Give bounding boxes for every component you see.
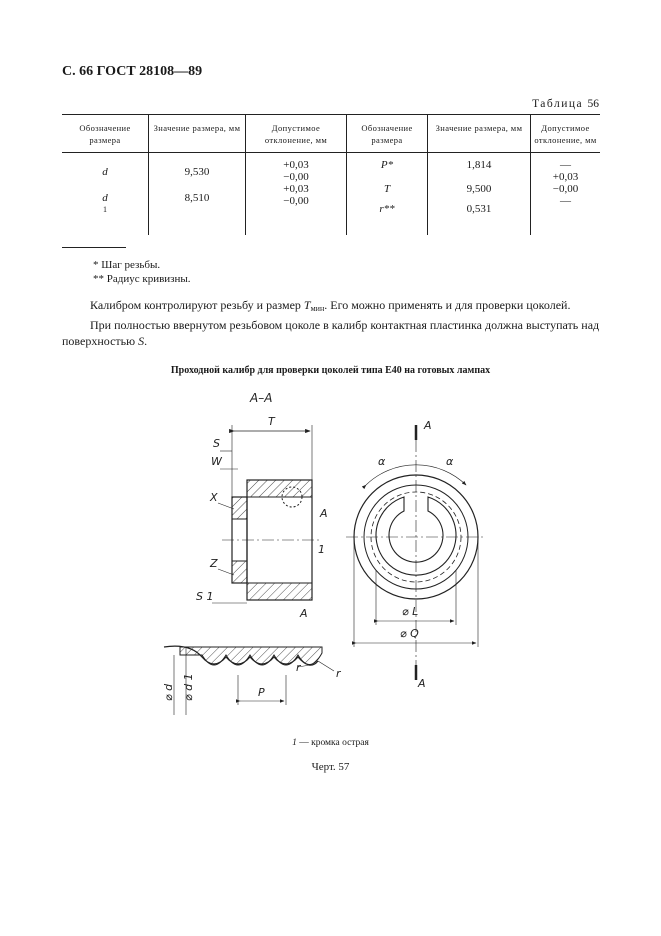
- tolerance-cell-right: [531, 153, 601, 236]
- col-header-designation-1: Обозначение размера: [62, 115, 149, 153]
- tolerance-dash: —: [560, 195, 571, 207]
- dim-d-label: ⌀ d: [162, 683, 175, 701]
- dim-z-label: Z: [210, 557, 218, 570]
- figure-note: 1 — кромка острая: [292, 738, 369, 748]
- thread-profile: [162, 646, 342, 715]
- symbol-p: P*: [380, 159, 394, 171]
- value-cell-left: [149, 153, 246, 236]
- col-header-designation-2: Обозначение размера: [347, 115, 428, 153]
- dim-t-label: T: [268, 415, 275, 428]
- dim-x-label: X: [210, 491, 218, 504]
- footnotes: [93, 258, 191, 286]
- paragraph: Калибром контролируют резьбу и размер $T_{мин}$. Его можно применять и для проверки цоколей.: [90, 298, 571, 313]
- tolerance-dash: —: [560, 159, 571, 171]
- body-text: [62, 297, 602, 349]
- col-header-tolerance-1: Допустимое отклонение, мм: [246, 115, 347, 153]
- symbol-t: T: [383, 183, 391, 195]
- dim-l-label: ⌀ L: [402, 605, 419, 618]
- table-row: [62, 153, 600, 236]
- dim-w-label: W: [211, 455, 222, 468]
- footnote-pitch: * Шаг резьбы.: [93, 259, 161, 271]
- angle-alpha-right: α: [446, 455, 454, 468]
- section-a-label-bottom: A: [300, 607, 308, 620]
- value-d1: 8,510: [184, 192, 210, 204]
- dim-p-label: P: [258, 686, 265, 699]
- section-view: [196, 415, 328, 620]
- section-label: А–А: [250, 391, 273, 405]
- sharp-edge-label: 1: [318, 543, 325, 556]
- footnote-divider: [62, 247, 126, 248]
- value-t: 9,500: [466, 183, 492, 195]
- figure-title: Проходной калибр для проверки цоколей типа Е40 на готовых лампах: [170, 365, 491, 376]
- table-caption-word: Таблица: [532, 98, 584, 110]
- col-header-tolerance-2: Допустимое отклонение, мм: [531, 115, 601, 153]
- page-header: С. 66 ГОСТ 28108—89: [62, 64, 203, 79]
- angle-alpha-left: α: [378, 455, 386, 468]
- table-caption: [532, 98, 599, 110]
- dim-d1-label: ⌀ d 1: [182, 673, 195, 701]
- value-r: 0,531: [466, 203, 492, 215]
- footnote-radius: ** Радиус кривизны.: [93, 273, 191, 285]
- dim-s-label: S: [213, 437, 220, 450]
- front-view: [346, 419, 486, 690]
- radius-r-label-outer: r: [336, 667, 341, 680]
- symbol-d: d: [102, 166, 108, 178]
- paragraph: При полностью ввернутом резьбовом цоколе в калибр контактная пластинка должна выступать над поверхностью S.: [62, 318, 600, 348]
- section-a-label-top: A: [320, 507, 328, 520]
- tolerance-lower: −0,00: [283, 195, 309, 207]
- tolerance-upper: +0,03: [283, 159, 309, 171]
- cut-a-label-bottom: A: [418, 677, 426, 690]
- value-d: 9,530: [184, 166, 210, 178]
- dim-q-label: ⌀ Q: [400, 627, 419, 640]
- figure-caption: Черт. 57: [311, 761, 350, 773]
- tolerance-lower: −0,00: [283, 171, 309, 183]
- dimensions-table: [62, 114, 600, 235]
- dim-s1-label: S 1: [196, 590, 214, 603]
- value-p: 1,814: [466, 159, 492, 171]
- value-cell-right: [428, 153, 531, 236]
- symbol-d1: d 1: [102, 192, 108, 214]
- col-header-value-1: Значение размера, мм: [149, 115, 246, 153]
- cut-a-label-top: A: [424, 419, 432, 432]
- radius-r-label-inner: r: [296, 661, 301, 674]
- designation-cell-right: [347, 153, 428, 236]
- tolerance-lower: −0,00: [552, 183, 579, 195]
- tolerance-upper: +0,03: [552, 171, 579, 183]
- designation-cell-left: [62, 153, 149, 236]
- col-header-value-2: Значение размера, мм: [428, 115, 531, 153]
- table-number: 56: [587, 98, 599, 110]
- technical-drawing: [150, 385, 510, 730]
- tolerance-cell-left: [246, 153, 347, 236]
- symbol-r: r**: [379, 203, 395, 215]
- tolerance-upper: +0,03: [283, 183, 309, 195]
